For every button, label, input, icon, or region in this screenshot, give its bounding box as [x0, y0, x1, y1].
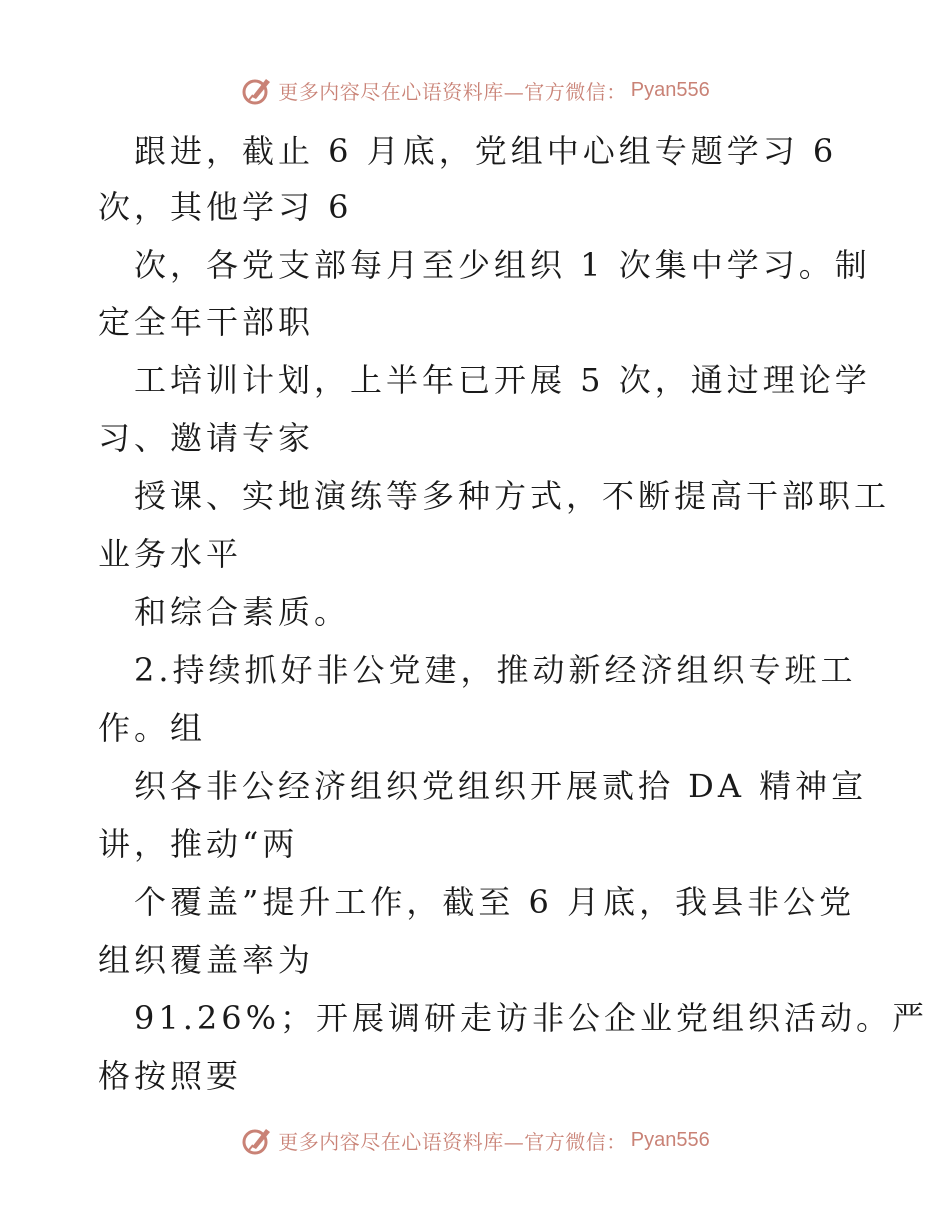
text-line: 91.26%；开展调研走访非公企业党组织活动。严 [134, 999, 929, 1037]
text-line: 和综合素质。 [134, 593, 351, 631]
watermark-text: 更多内容尽在心语资料库—官方微信： [278, 1129, 627, 1154]
watermark-text: 更多内容尽在心语资料库—官方微信： [278, 79, 627, 104]
text-line: 个覆盖”提升工作，截至 6 月底，我县非公党 [134, 883, 856, 921]
header-watermark [0, 70, 950, 110]
text-line: 格按照要 [98, 1057, 243, 1095]
quill-logo-icon [240, 73, 274, 107]
text-line: 定全年干部职 [98, 303, 315, 341]
text-line: 工培训计划，上半年已开展 5 次，通过理论学 [134, 361, 871, 399]
watermark-wechat-id: Pyan556 [630, 1128, 710, 1151]
text-line: 织各非公经济组织党组织开展贰拾 DA 精神宣 [134, 767, 868, 805]
text-line: 授课、实地演练等多种方式，不断提高干部职工 [134, 477, 891, 515]
footer-watermark [0, 1120, 950, 1160]
text-line: 2.持续抓好非公党建，推动新经济组织专班工 [134, 651, 857, 689]
text-line: 作。组 [98, 709, 207, 747]
text-line: 业务水平 [98, 535, 243, 573]
quill-logo-icon [240, 1123, 274, 1157]
watermark-wechat-id: Pyan556 [630, 78, 710, 101]
text-line: 组织覆盖率为 [98, 941, 315, 979]
text-line: 习、邀请专家 [98, 419, 315, 457]
text-line: 讲，推动“两 [98, 825, 299, 863]
text-line: 次，其他学习 6 [98, 188, 353, 226]
text-line: 次，各党支部每月至少组织 1 次集中学习。制 [134, 246, 871, 284]
text-line: 跟进，截止 6 月底，党组中心组专题学习 6 [134, 132, 838, 170]
